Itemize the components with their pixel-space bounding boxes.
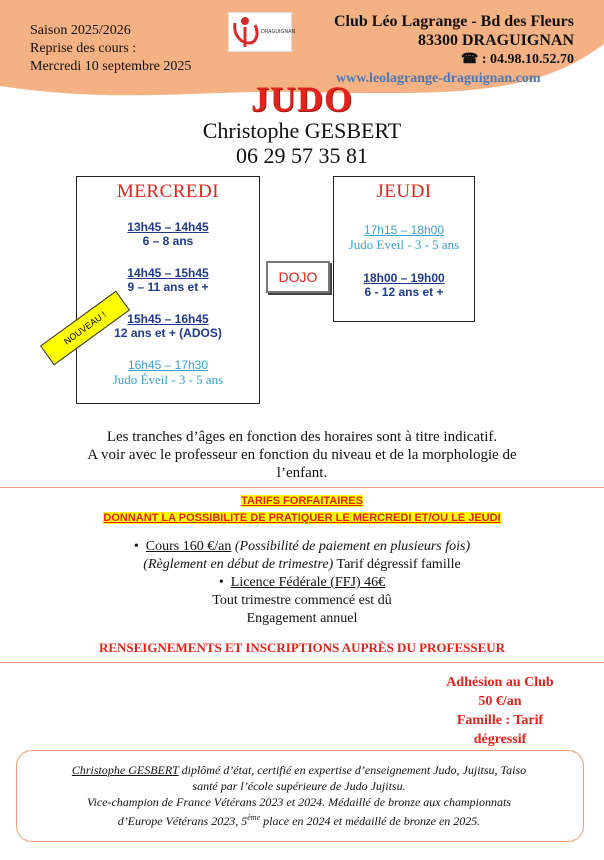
slot-time: 18h00 – 19h00 [363,271,445,285]
jeudi-title: JEUDI [376,181,432,202]
divider [0,662,604,663]
mercredi-slot [77,220,259,248]
tarifs-title: TARIFS FORFAITAIRES [241,495,363,507]
reglement-note: (Règlement en début de trimestre) [143,557,334,572]
reglement-line [60,556,544,574]
bio-line: Vice-champion de France Vétérans 2023 et 2024. Médaillé de bronze aux championnats [87,795,511,809]
age-info [60,428,544,482]
renseignements-note: RENSEIGNEMENTS ET INSCRIPTIONS AUPRÈS DU PROFESSEUR [98,640,506,655]
reprise-line: Reprise des cours : [30,41,137,56]
slot-age: 12 ans et + (ADOS) [114,326,222,340]
tarifs-subtitle: DONNANT LA POSSIBILITE DE PRATIQUER LE MERCREDI ET/OU LE JEUDI [103,512,501,524]
bio-line: santé par l’école supérieure de Judo Jujitsu. [192,779,406,793]
slot-time: 16h45 – 17h30 [127,358,209,372]
dojo-label: DOJO [266,261,330,293]
teacher-bio [26,762,572,829]
jeudi-box [333,176,475,322]
bio-name: Christophe GESBERT [71,763,179,777]
bio-line1: diplômé d’état, certifié en expertise d’enseignement Judo, Jujitsu, Taiso [178,763,527,777]
website-link[interactable]: www.leolagrange-draguignan.com [336,71,541,86]
season-info [30,22,191,76]
bio-line [26,762,572,778]
slot-time: 17h15 – 18h00 [363,223,445,237]
slot-time: 15h45 – 16h45 [127,312,209,326]
adhesion-line: dégressif [473,732,527,747]
club-logo [228,12,296,52]
club-phone: ☎ : 04.98.10.52.70 [460,52,574,67]
cours-price: Cours 160 €/an [145,539,232,554]
bio-line [26,810,572,829]
nouveau-badge: NOUVEAU ! [40,291,130,366]
mercredi-slot [77,358,259,388]
cours-note: (Possibilité de paiement en plusieurs fois) [231,539,471,554]
logo-text: DRAGUIGNAN [261,29,296,35]
engagement-line: Engagement annuel [246,611,358,626]
adhesion-line: Adhésion au Club [446,675,554,690]
adhesion-line: 50 €/an [478,694,522,709]
bio-sup: ème [247,813,261,822]
tarifs-details [60,538,544,628]
info-line: A voir avec le professeur en fonction du niveau et de la morphologie de [87,447,517,463]
trimestre-line: Tout trimestre commencé est dû [212,593,392,608]
slot-age: 6 - 12 ans et + [364,285,444,299]
club-name: Club Léo Lagrange - Bd des Fleurs [333,13,574,30]
adhesion-line: Famille : Tarif [456,713,544,728]
club-city: 83300 DRAGUIGNAN [418,32,574,49]
page-title: JUDO [251,79,353,119]
mercredi-box [76,176,260,404]
jeudi-slot [334,271,474,299]
divider [0,487,604,488]
cours-line: • Cours 160 €/an (Possibilité de paiement en plusieurs fois) [133,539,471,554]
jeudi-slot [334,223,474,253]
teacher-info [0,118,604,168]
reprise-date: Mercredi 10 septembre 2025 [30,59,192,74]
teacher-name: Christophe GESBERT [202,118,402,143]
season-line: Saison 2025/2026 [30,23,131,38]
club-address [334,12,574,69]
reglement-rest: Tarif dégressif famille [333,557,461,572]
adhesion-info [430,673,570,749]
info-line: l’enfant. [276,465,328,481]
leo-lagrange-logo-icon [229,13,296,51]
mercredi-title: MERCREDI [116,181,220,202]
slot-time: 14h45 – 15h45 [127,266,209,280]
teacher-phone: 06 29 57 35 81 [236,143,368,168]
tarifs-heading [0,493,604,527]
mercredi-slot [77,266,259,294]
slot-age: Judo Eveil - 3 - 5 ans [348,237,460,252]
licence-line: • Licence Fédérale (FFJ) 46€ [218,575,386,590]
slot-time: 13h45 – 14h45 [127,220,209,234]
licence-price: Licence Fédérale (FFJ) 46€ [230,575,386,590]
slot-age: 9 – 11 ans et + [127,280,209,294]
bio-line4a: d’Europe Vétérans 2023, 5 [117,814,248,828]
slot-age: 6 – 8 ans [142,234,194,248]
bio-line4b: place en 2024 et médaillé de bronze en 2025. [260,814,481,828]
info-line: Les tranches d’âges en fonction des horaires sont à titre indicatif. [106,429,498,445]
slot-age: Judo Éveil - 3 - 5 ans [112,372,224,387]
